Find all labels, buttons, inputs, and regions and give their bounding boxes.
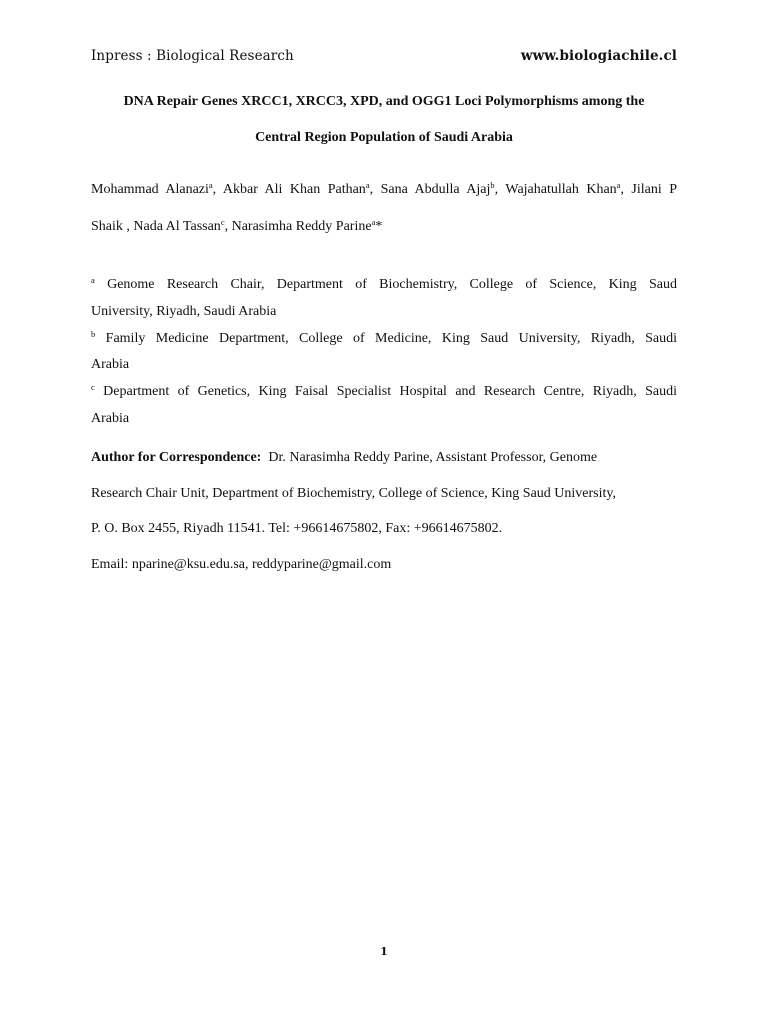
- affiliation-text: Genome Research Chair, Department of Biochemistry, College of Science, King Saud: [107, 277, 677, 292]
- affiliation-superscript: a: [616, 180, 621, 190]
- author-name: , Sana Abdulla Ajaj: [369, 182, 491, 197]
- corresponding-author-mark: *: [375, 219, 383, 234]
- affiliation-superscript: a: [371, 217, 376, 227]
- author-name: , Wajahatullah Khan: [494, 182, 617, 197]
- running-header-journal: Inpress : Biological Research: [91, 48, 294, 64]
- affiliation-mark: a: [91, 275, 95, 285]
- affiliation-a-line-1: [91, 277, 677, 293]
- affiliation-superscript: b: [490, 180, 495, 190]
- correspondence-email: Email: nparine@ksu.edu.sa, reddyparine@gmail.com: [91, 557, 392, 572]
- author-name: Shaik , Nada Al Tassan: [91, 219, 221, 234]
- author-name: , Narasimha Reddy Parine: [224, 219, 372, 234]
- affiliation-c-line-1: [91, 384, 677, 400]
- correspondence-line-3: P. O. Box 2455, Riyadh 11541. Tel: +96614675802, Fax: +96614675802.: [91, 521, 503, 536]
- author-name: , Jilani P: [620, 182, 677, 197]
- affiliation-mark: c: [91, 382, 95, 392]
- correspondence-label: Author for Correspondence:: [91, 450, 262, 465]
- author-line-2: [91, 219, 382, 235]
- affiliation-superscript: a: [208, 180, 213, 190]
- affiliation-superscript: c: [220, 217, 225, 227]
- author-name: Mohammad Alanazi: [91, 182, 209, 197]
- affiliation-text: Family Medicine Department, College of Medicine, King Saud University, Riyadh, Saudi: [105, 331, 677, 346]
- page-number: 1: [380, 945, 388, 958]
- correspondence-line-1: [91, 450, 597, 466]
- paper-title-line-1: DNA Repair Genes XRCC1, XRCC3, XPD, and OGG1 Loci Polymorphisms among the: [123, 94, 645, 109]
- running-header-url: www.biologiachile.cl: [520, 48, 677, 64]
- affiliation-a-line-2: University, Riyadh, Saudi Arabia: [91, 304, 277, 319]
- correspondence-text: Dr. Narasimha Reddy Parine, Assistant Professor, Genome: [268, 450, 598, 465]
- paper-title-line-2: Central Region Population of Saudi Arabia: [255, 130, 513, 145]
- affiliation-mark: b: [91, 329, 96, 339]
- affiliation-text: Department of Genetics, King Faisal Specialist Hospital and Research Centre, Riyadh, Saudi: [103, 384, 677, 399]
- affiliation-b-line-1: [91, 331, 677, 347]
- affiliation-superscript: a: [365, 180, 370, 190]
- author-line-1: [91, 182, 677, 198]
- affiliation-c-line-2: Arabia: [91, 411, 130, 426]
- author-name: , Akbar Ali Khan Pathan: [212, 182, 366, 197]
- correspondence-line-2: Research Chair Unit, Department of Biochemistry, College of Science, King Saud University,: [91, 486, 616, 501]
- affiliation-b-line-2: Arabia: [91, 357, 130, 372]
